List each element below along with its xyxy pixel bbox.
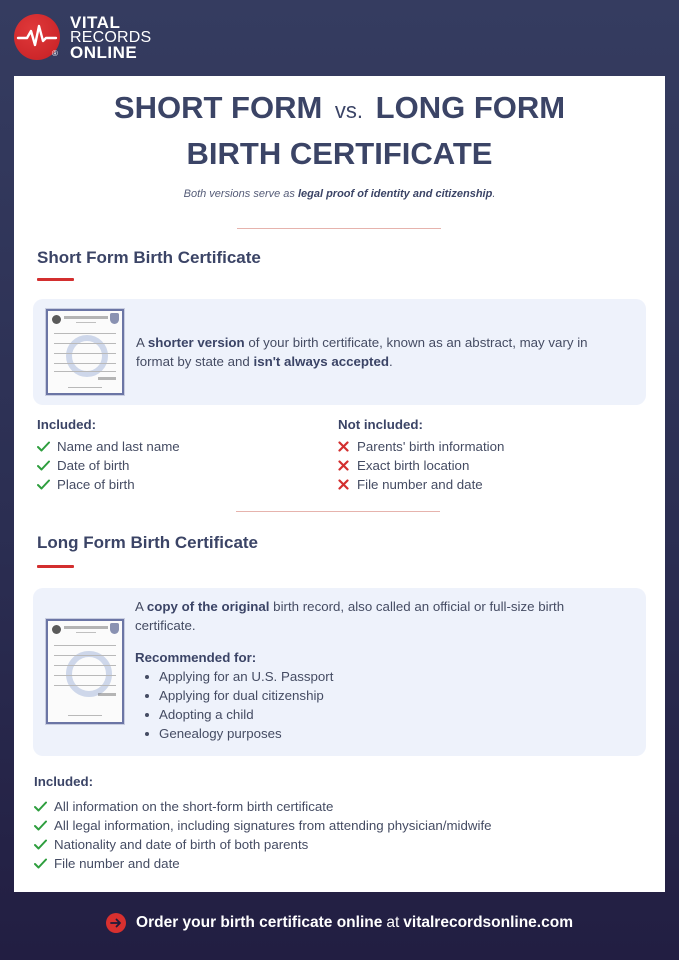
certificate-of-birth-image <box>46 619 124 724</box>
subtitle-period: . <box>492 188 496 200</box>
list-item-text: Place of birth <box>57 477 135 492</box>
cert-line <box>54 665 116 666</box>
list-item: Applying for dual citizenship <box>145 686 625 705</box>
seal-icon <box>52 625 61 634</box>
cert-subheader-line <box>76 322 96 323</box>
short-form-heading: Short Form Birth Certificate <box>37 248 261 267</box>
brand-wordmark <box>70 12 152 62</box>
list-item-text: Name and last name <box>57 439 180 454</box>
list-item <box>33 854 492 873</box>
long-form-info-box <box>33 588 646 756</box>
list-item <box>33 797 492 816</box>
list-item <box>336 437 504 456</box>
page-title-line-1 <box>14 90 665 126</box>
certificate-of-birth-image <box>46 309 124 395</box>
list-item-text: All information on the short-form birth certificate <box>54 799 334 814</box>
long-form-included-heading: Included: <box>34 774 94 789</box>
list-item: Applying for an U.S. Passport <box>145 667 625 686</box>
check-icon <box>33 800 47 814</box>
list-item <box>36 475 180 494</box>
list-item: Adopting a child <box>145 705 625 724</box>
check-icon <box>36 478 50 492</box>
included-heading: Included: <box>37 417 97 432</box>
content-card <box>14 76 665 892</box>
list-item <box>336 475 504 494</box>
list-item-text: Parents' birth information <box>357 439 505 454</box>
cert-line <box>68 715 102 716</box>
cert-line <box>54 353 116 354</box>
desc-text: . <box>389 354 393 369</box>
cert-line <box>54 333 116 334</box>
cta-at: at <box>386 914 400 931</box>
title-long-form: LONG FORM <box>375 90 566 125</box>
brand-line-2: RECORDS <box>70 28 152 46</box>
check-icon <box>33 819 47 833</box>
short-form-info-box <box>33 299 646 405</box>
page-subtitle <box>14 188 665 200</box>
heading-accent-bar <box>37 565 74 568</box>
cert-line <box>68 387 102 388</box>
desc-text: A <box>136 335 148 350</box>
short-form-description <box>136 333 626 371</box>
recommended-heading: Recommended for: <box>135 650 257 665</box>
desc-emphasis: isn't always accepted <box>253 354 389 369</box>
list-item-text: All legal information, including signatures from attending physician/midwife <box>54 818 492 833</box>
watermark-icon <box>66 651 112 697</box>
not-included-heading: Not included: <box>338 417 423 432</box>
list-item-text: Nationality and date of birth of both parents <box>54 837 309 852</box>
shield-icon <box>110 313 119 324</box>
list-item-text: File number and date <box>357 477 483 492</box>
cross-icon <box>336 478 350 492</box>
title-short-form: SHORT FORM <box>113 90 323 125</box>
list-item-text: Exact birth location <box>357 458 470 473</box>
cert-line <box>54 343 116 344</box>
cert-line <box>54 685 116 686</box>
long-form-included-list <box>33 797 492 873</box>
check-icon <box>33 857 47 871</box>
subtitle-text: Both versions serve as <box>183 188 298 200</box>
order-cta[interactable] <box>0 910 679 936</box>
desc-text: A <box>135 599 147 614</box>
long-form-description <box>135 597 625 743</box>
cta-url-link[interactable]: vitalrecordsonline.com <box>403 914 573 931</box>
cert-header-line <box>64 316 108 319</box>
list-item <box>336 456 504 475</box>
list-item-text: Date of birth <box>57 458 130 473</box>
signature-mark <box>98 377 116 380</box>
desc-emphasis: shorter version <box>147 335 245 350</box>
list-item: Genealogy purposes <box>145 724 625 743</box>
seal-icon <box>52 315 61 324</box>
long-form-summary <box>135 597 625 635</box>
signature-mark <box>98 693 116 696</box>
list-item <box>36 456 180 475</box>
brand-line-3: ONLINE <box>70 42 138 62</box>
brand-logo[interactable] <box>14 13 151 61</box>
recommended-list <box>145 667 625 743</box>
list-item <box>33 816 492 835</box>
registered-mark: ® <box>52 49 58 58</box>
brand-line-1: VITAL <box>70 12 121 32</box>
short-form-not-included-list <box>336 437 504 494</box>
long-form-heading: Long Form Birth Certificate <box>37 533 259 552</box>
cert-subheader-line <box>76 632 96 633</box>
section-divider <box>236 511 440 512</box>
arrow-right-icon[interactable] <box>106 913 126 933</box>
short-form-included-list <box>36 437 180 494</box>
desc-emphasis: copy of the original <box>146 599 270 614</box>
check-icon <box>36 440 50 454</box>
check-icon <box>33 838 47 852</box>
shield-icon <box>110 623 119 634</box>
section-divider <box>237 228 441 229</box>
cert-line <box>54 371 116 372</box>
page-title-line-2: BIRTH CERTIFICATE <box>186 136 493 171</box>
cross-icon <box>336 459 350 473</box>
list-item-text: File number and date <box>54 856 180 871</box>
cert-line <box>54 645 116 646</box>
desc-text: of your birth certificate, known as an abstract, may vary in format by state and <box>136 335 588 369</box>
desc-text: birth record, also called an official or full-size birth certificate. <box>135 599 565 633</box>
cert-header-line <box>64 626 108 629</box>
heading-accent-bar <box>37 278 74 281</box>
cta-text: Order your birth certificate online <box>136 914 383 931</box>
title-vs: vs. <box>334 98 364 123</box>
cert-line <box>54 363 116 364</box>
cert-line <box>54 675 116 676</box>
cert-line <box>54 655 116 656</box>
subtitle-emphasis: legal proof of identity and citizenship <box>297 188 493 200</box>
cross-icon <box>336 440 350 454</box>
check-icon <box>36 459 50 473</box>
list-item <box>36 437 180 456</box>
list-item <box>33 835 492 854</box>
